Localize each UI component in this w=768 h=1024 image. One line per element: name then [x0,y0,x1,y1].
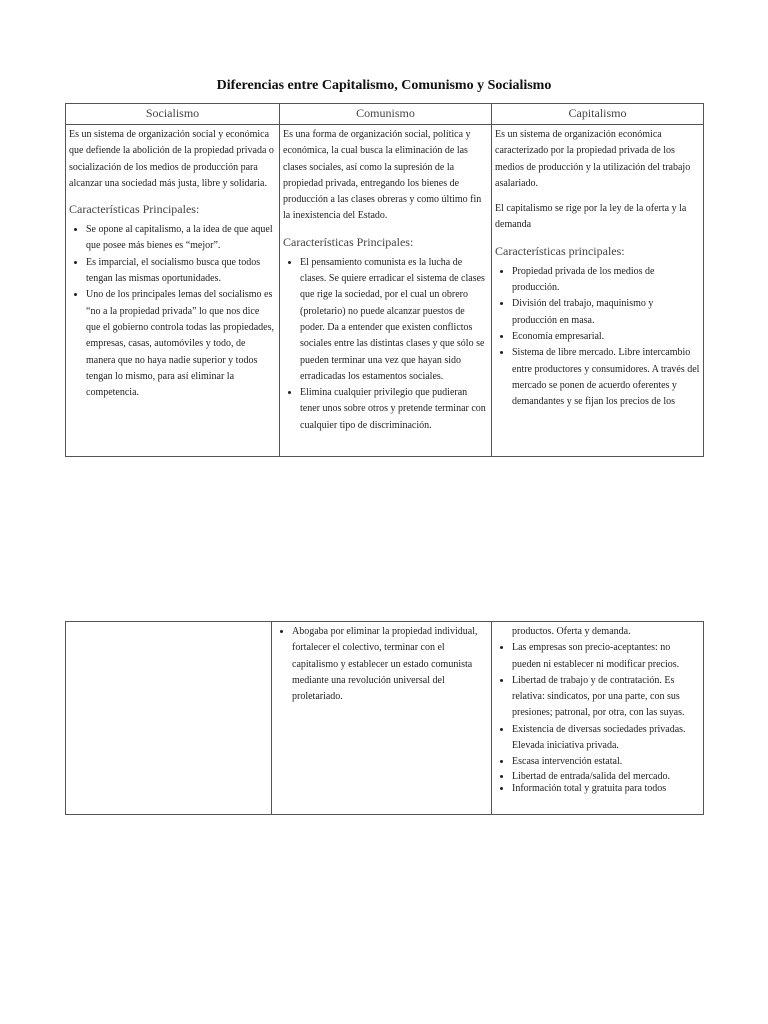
column-header-comunismo: Comunismo [280,104,492,125]
comunismo-list-continued [275,624,488,705]
list-item: • Libertad de trabajo y de contratación. Es relativa: sindicatos, por una parte, con sus presiones; patronal, por otra, con las suyas. [512,673,700,722]
list-item: • Economía empresarial. [512,329,700,345]
list-item: • Elimina cualquier privilegio que pudieran tener unos sobre otros y pretende terminar con cualquier tipo de discriminación. [300,385,488,434]
header-row [66,104,704,125]
comunismo-list [283,255,488,434]
comparison-table-page1 [65,103,704,457]
socialismo-list [69,222,276,401]
list-item: • Es imparcial, el socialismo busca que todos tengan las mismas oportunidades. [86,255,276,288]
capitalismo-heading: Características principales: [495,243,625,258]
capitalismo-list [495,264,700,411]
list-item: • Información total y gratuita para todos [512,783,700,795]
list-item: • Propiedad privada de los medios de producción. [512,264,700,297]
content-row [66,125,704,457]
list-item: • Uno de los principales lemas del socialismo es “no a la propiedad privada” lo que nos dice que el gobierno controla todas las propiedades, empresas, casas, automóviles y todo, de manera que no haya nadie superior y todos tengan lo mismo, para así eliminar la competencia. [86,287,276,401]
capitalismo-cell [492,125,704,457]
socialismo-heading: Características Principales: [69,202,200,217]
list-item: • División del trabajo, maquinismo y producción en masa. [512,296,700,329]
list-item: • Abogaba por eliminar la propiedad individual, fortalecer el colectivo, terminar con el capitalismo y establecer un estado comunista mediante una revolución universal del proletariado. [292,624,488,705]
list-item: • Escasa intervención estatal. [512,754,700,770]
list-item: • El pensamiento comunista es la lucha de clases. Se quiere erradicar el sistema de clases que rige la sociedad, por el cual un obrero (proletario) no puede alcanzar puestos de poder. Da a entender que existen conflictos sociales entre las distintas clases y que sólo se pueden terminar una vez que hayan sido erradicadas los estamentos sociales. [300,255,488,385]
list-item: • Sistema de libre mercado. Libre intercambio entre productores y consumidores. A través del mercado se ponen de acuerdo oferentes y demandantes y se fijan los precios de los [512,345,700,410]
list-item: • Existencia de diversas sociedades privadas. Elevada iniciativa privada. [512,722,700,755]
comunismo-heading: Características Principales: [283,234,414,249]
column-header-socialismo: Socialismo [66,104,280,125]
list-item: • Se opone al capitalismo, a la idea de que aquel que posee más bienes es “mejor”. [86,222,276,255]
content-row [66,622,704,815]
capitalismo-list-continued [495,640,700,794]
column-header-capitalismo: Capitalismo [492,104,704,125]
capitalismo-continuation: productos. Oferta y demanda. [512,626,631,637]
socialismo-cell [66,125,280,457]
list-item: • Libertad de entrada/salida del mercado. [512,771,700,783]
capitalismo-intro-2: El capitalismo se rige por la ley de la oferta y la demanda [495,203,687,231]
capitalismo-cell [492,622,704,815]
comparison-table-page2 [65,621,704,815]
comunismo-cell [272,622,492,815]
socialismo-intro: Es un sistema de organización social y económica que defiende la abolición de la propiedad privada o socialización de los medios de producción para alcanzar una sociedad más justa, libre y solidaria. [69,129,274,189]
comunismo-intro: Es una forma de organización social, política y económica, la cual busca la eliminación de las clases sociales, así como la supresión de la propiedad privada, entregando los bienes de producción a las clases obreras y como último fin la inexistencia del Estado. [283,129,482,222]
capitalismo-intro: Es un sistema de organización económica caracterizado por la propiedad privada de los medios de producción y la utilización del trabajo asalariado. [495,129,691,189]
socialismo-cell-empty [66,622,272,815]
list-item: • Las empresas son precio-aceptantes: no pueden ni establecer ni modificar precios. [512,640,700,673]
document-title: Diferencias entre Capitalismo, Comunismo y Socialismo [216,78,552,93]
comunismo-cell [280,125,492,457]
